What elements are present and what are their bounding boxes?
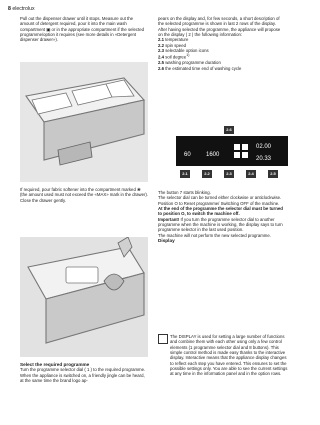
page-number: 8: [8, 6, 11, 12]
softener-instruction-cont: (the amount used must not exceed the «MAX» mark in the drawer). Close the drawer gently.: [20, 192, 149, 203]
left-column: [20, 16, 148, 43]
important-label: Important!: [158, 216, 180, 222]
display-info-intro: After having selected the programme, the appliance will propose on the display ( 2 ) the following information:: [158, 26, 281, 38]
no-new-programme-text: The machine will not perform the new selected programme.: [158, 232, 271, 238]
softener-instruction: If required, pour fabric softener into the compartment marked: [20, 187, 136, 192]
info-item-num: 2.4: [158, 54, 164, 60]
dispenser-instruction-cont: or in the appropriate compartment if the selected programme/option it requires (see more details in «Detergent dispenser drawer»).: [20, 26, 144, 43]
left-column-bottom: [20, 362, 148, 383]
callout-2-4: 2.4: [246, 170, 256, 178]
display-spin: 1600: [206, 152, 220, 158]
end-programme-text: At the end of the programme the selector dial must be turned to position O, to switch the machine off.: [158, 206, 283, 217]
callout-2-2: 2.2: [202, 170, 212, 178]
info-item-6: [158, 66, 286, 71]
info-item-num: 2.1: [158, 37, 164, 43]
callout-2-5: 2.5: [268, 170, 278, 178]
display-illustration: [176, 126, 288, 186]
page-header: [8, 6, 35, 12]
important-text: If you turn the programme selector dial to another programme when the machine is working, the display says to turn programme selector in the last used position.: [158, 216, 283, 233]
info-item-num: 2.2: [158, 42, 164, 48]
display-description-text: The DISPLAY is used for setting a large number of functions and combine them with each other using only a few control elements (1 programme selector dial and 8 buttons). This simple control method is made easy thanks to the interactive display. Interactive means that the appliance display changes to reflect each step you have entered. This ensures to set the possible settings only. You are able to see the current settings at any time in the information panel and in the option rows.: [170, 334, 288, 377]
info-icon: [158, 334, 168, 344]
display-temperature: 60: [184, 152, 191, 158]
display-duration: 02.00: [256, 144, 272, 150]
info-item-text: washing programme duration: [165, 60, 221, 66]
callout-2-1: 2.1: [180, 170, 190, 178]
info-item-4: 2.4 soil degree$^{1)}$: [158, 53, 190, 60]
selector-dial-text: The selector dial can be turned either clockwise or anticlockwise. Position O to Reset programme/ Switching OFF of the machine.: [158, 195, 282, 206]
left-column-mid: [20, 187, 148, 203]
dispenser-instruction: Pull out the dispenser drawer until it stops. Measure out the amount of detergent required, pour it into the main wash compartment: [20, 16, 133, 32]
info-item-text: the estimated time end of washing cycle: [165, 65, 242, 71]
display-description: [170, 334, 288, 377]
info-item-text: temperature: [165, 37, 189, 43]
info-item-text: selectable option icons: [165, 48, 209, 54]
right-column: [158, 16, 286, 71]
info-item-num: 2.5: [158, 60, 164, 66]
callout-2-6: 2.6: [224, 126, 234, 134]
info-item-text: spin speed: [165, 42, 186, 48]
display-end-time: 20.33: [256, 156, 272, 162]
info-item-num: 2.6: [158, 65, 164, 71]
display-heading: Display: [158, 238, 175, 244]
info-item-num: 2.3: [158, 48, 164, 54]
info-item-text: soil degree: [165, 54, 187, 60]
display-intro: pears on the display and, for few seconds, a short description of the selected programme is shown in last 2 rows of the display.: [158, 16, 280, 27]
right-column-mid: [158, 190, 286, 243]
callout-2-3: 2.3: [224, 170, 234, 178]
brand-name: electrolux: [12, 6, 35, 12]
softener-icon: ❀: [137, 187, 141, 192]
select-programme-heading: Select the required programme: [20, 362, 90, 367]
main-wash-icon: ▣: [46, 26, 51, 32]
select-programme-text: Turn the programme selector dial ( 1 ) to the required programme. When the appliance is switched on, a friendly jingle can be heard, at the same time the brand logo ap-: [20, 367, 146, 384]
dispenser-drawer-illustration: [20, 62, 148, 182]
softener-compartment-illustration: [20, 237, 148, 357]
button-7-text: The button 7 starts blinking.: [158, 190, 211, 195]
